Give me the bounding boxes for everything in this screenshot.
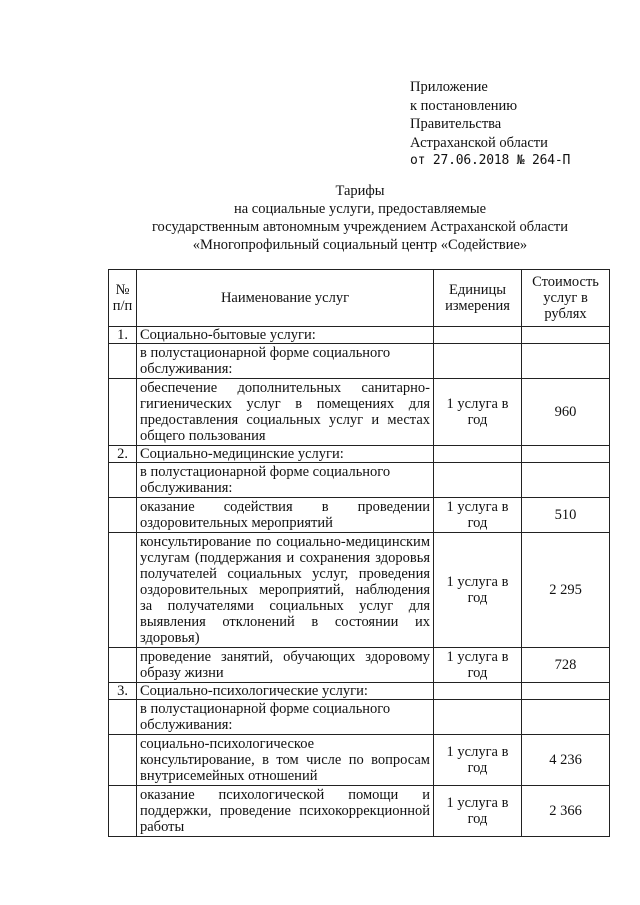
section-number: 2. [109,446,137,463]
section-title: Социально-медицинские услуги: [137,446,434,463]
service-form: в полустационарной форме социального обслуживания: [137,463,434,498]
service-price: 4 236 [522,735,610,786]
section-title: Социально-психологические услуги: [137,683,434,700]
service-price: 2 295 [522,533,610,648]
service-name: консультирование по социально-медицинским услугам (поддержания и сохранения здоровья получателей социальных услуг, проведения оздоровительных мероприятий, наблюдения за получателями социальных услуг для выявления отклонений в состоянии их здоровья) [137,533,434,648]
form-row [109,344,610,379]
header-name: Наименование услуг [137,270,434,327]
service-form: в полустационарной форме социального обслуживания: [137,700,434,735]
service-unit: 1 услуга в год [434,533,522,648]
service-form: в полустационарной форме социального обслуживания: [137,344,434,379]
service-price: 960 [522,379,610,446]
table-row [109,498,610,533]
document-title [100,182,620,254]
section-number: 1. [109,327,137,344]
table-row [109,735,610,786]
table-row [109,648,610,683]
form-row [109,463,610,498]
section-title: Социально-бытовые услуги: [137,327,434,344]
service-unit: 1 услуга в год [434,648,522,683]
section-row [109,683,610,700]
service-name: оказание содействия в проведении оздоровительных мероприятий [137,498,434,533]
service-price: 2 366 [522,786,610,837]
appendix-line-4: Астраханской области [410,134,548,151]
service-unit: 1 услуга в год [434,786,522,837]
table-row [109,786,610,837]
form-row [109,700,610,735]
table-header-row [109,270,610,327]
header-num: № п/п [109,270,137,327]
appendix-line-1: Приложение [410,79,488,95]
title-line-2: на социальные услуги, предоставляемые [233,201,487,217]
section-number: 3. [109,683,137,700]
service-name: оказание психологической помощи и поддержки, проведение психокоррекционной работы [137,786,434,837]
service-name: социально-психологическое консультирование, в том числе по вопросам внутрисемейных отношений [137,735,434,786]
table-row [109,379,610,446]
section-row [109,327,610,344]
service-name: обеспечение дополнительных санитарно-гигиенических услуг в помещениях для предоставления социальных услуг и местах общего пользования [137,379,434,446]
service-price: 728 [522,648,610,683]
header-price: Стоимость услуг в рублях [522,270,610,327]
section-row [109,446,610,463]
appendix-line-2: к постановлению [410,97,518,114]
appendix-date-number: от 27.06.2018 № 264-П [410,153,571,168]
service-price: 510 [522,498,610,533]
appendix-line-3: Правительства [410,116,502,132]
service-name: проведение занятий, обучающих здоровому образу жизни [137,648,434,683]
tariffs-table [108,269,610,837]
title-line-4: «Многопрофильный социальный центр «Содействие» [192,237,528,253]
service-unit: 1 услуга в год [434,735,522,786]
title-line-3: государственным автономным учреждением Астраханской области [151,219,569,235]
table-row [109,533,610,648]
header-unit: Единицы измерения [434,270,522,327]
title-line-1: Тарифы [335,183,385,199]
service-unit: 1 услуга в год [434,498,522,533]
service-unit: 1 услуга в год [434,379,522,446]
appendix-block [410,78,570,171]
